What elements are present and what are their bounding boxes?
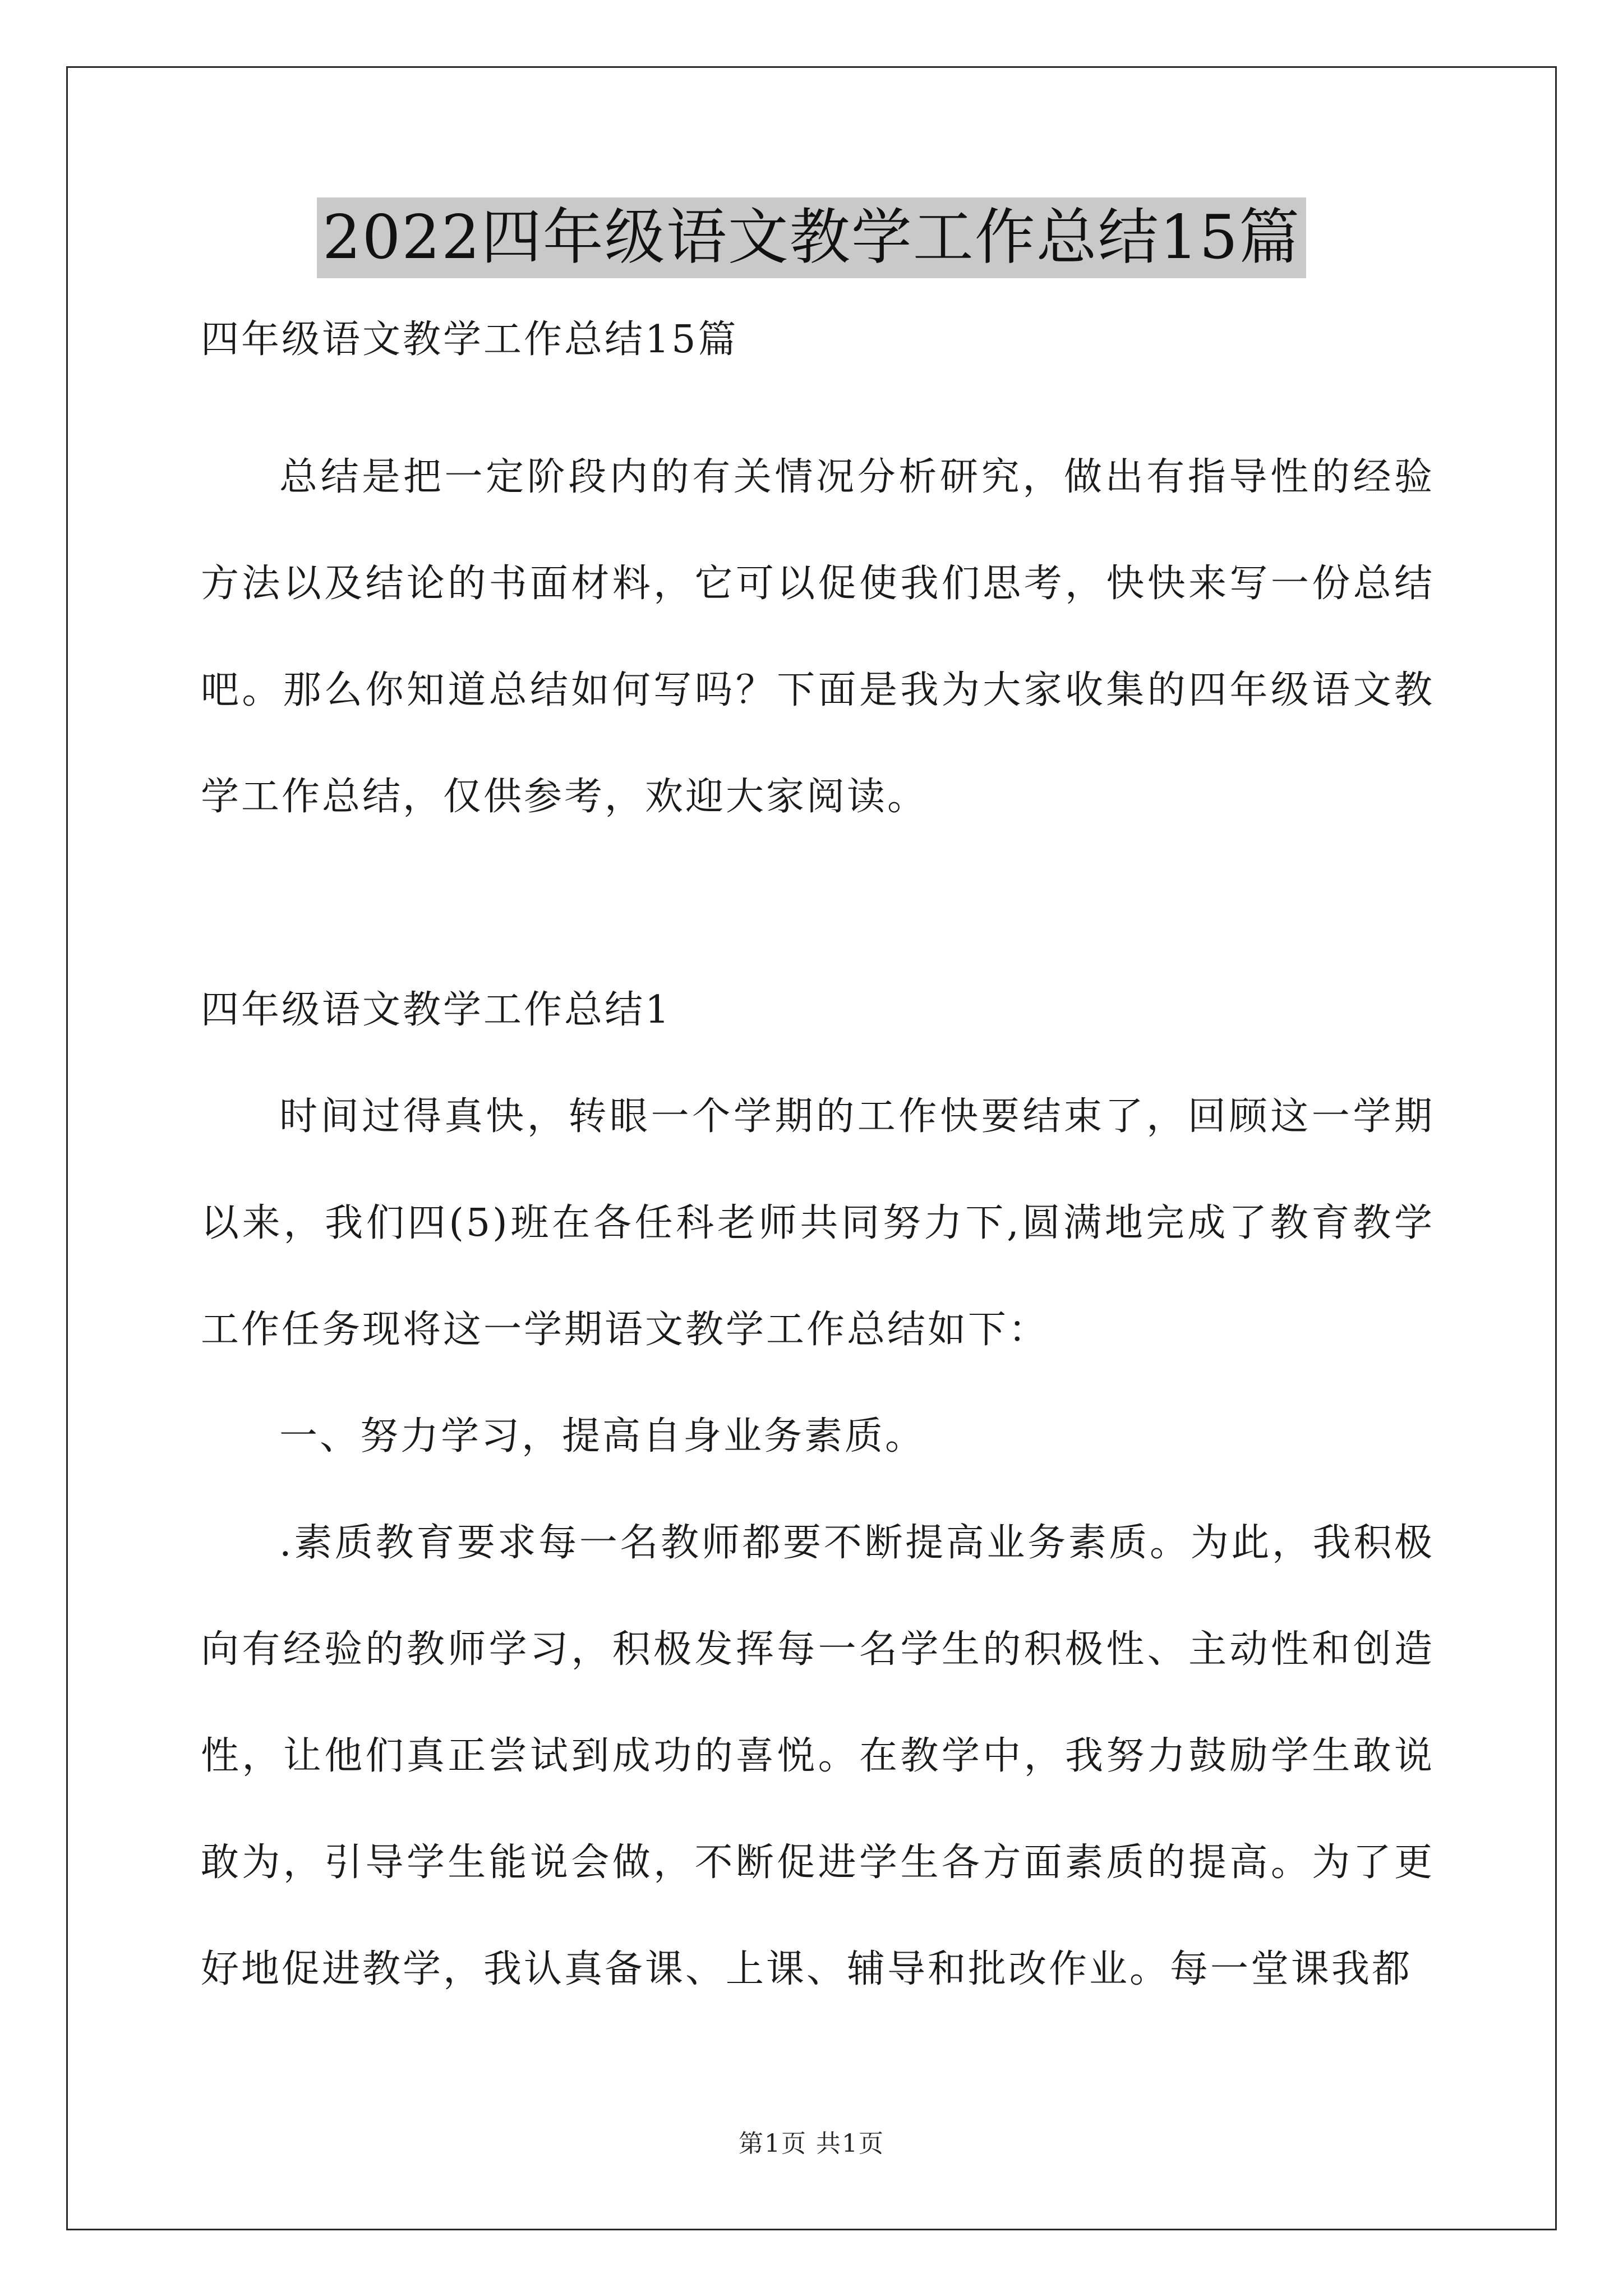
document-title: 2022四年级语文教学工作总结15篇 xyxy=(317,197,1306,278)
section-heading: 四年级语文教学工作总结1 xyxy=(201,988,672,1032)
intro-paragraph: 总结是把一定阶段内的有关情况分析研究，做出有指导性的经验方法以及结论的书面材料，它可以促使我们思考，快快来写一份总结吧。那么你知道总结如何写吗？下面是我为大家收集的四年级语文教学工作总结，仅供参考，欢迎大家阅读。 xyxy=(201,455,1435,819)
intro-block xyxy=(201,424,1435,850)
page-footer: 第1页 共1页 xyxy=(739,2129,884,2158)
section-paragraph: 一、努力学习，提高自身业务素质。 xyxy=(279,1414,926,1458)
document-subtitle: 四年级语文教学工作总结15篇 xyxy=(201,318,739,362)
document-title-wrap xyxy=(0,197,1623,278)
section-1 xyxy=(201,957,1435,2023)
section-paragraph: 时间过得真快，转眼一个学期的工作快要结束了，回顾这一学期以来，我们四(5)班在各任科老师共同努力下,圆满地完成了教育教学工作任务现将这一学期语文教学工作总结如下： xyxy=(201,1094,1435,1352)
section-paragraph: .素质教育要求每一名教师都要不断提高业务素质。为此，我积极向有经验的教师学习，积极发挥每一名学生的积极性、主动性和创造性，让他们真正尝试到成功的喜悦。在教学中，我努力鼓励学生敢说敢为，引导学生能说会做，不断促进学生各方面素质的提高。为了更好地促进教学，我认真备课、上课、辅导和批改作业。每一堂课我都 xyxy=(201,1521,1435,1991)
